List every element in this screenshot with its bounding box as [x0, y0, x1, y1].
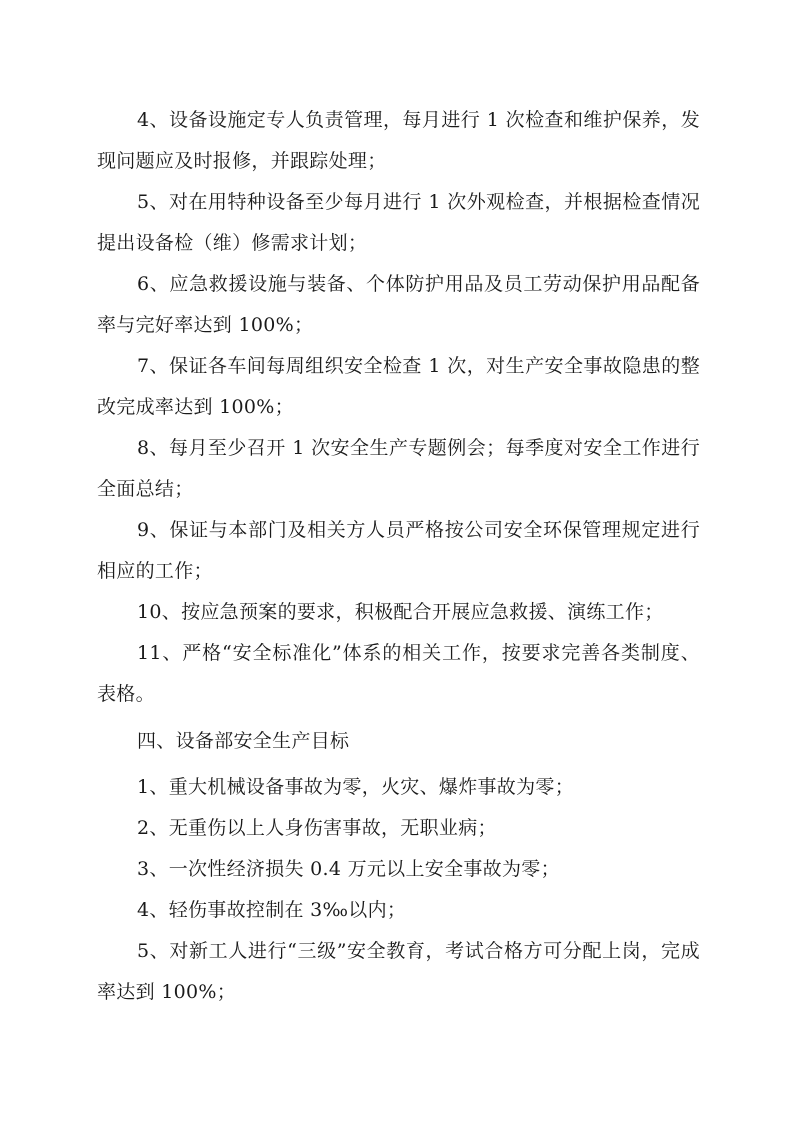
paragraph-item-10: 10、按应急预案的要求，积极配合开展应急救援、演练工作； [137, 601, 664, 623]
target-item-1: 1、重大机械设备事故为零，火灾、爆炸事故为零； [137, 776, 574, 798]
target-item-2: 2、无重伤以上人身伤害事故，无职业病； [137, 817, 497, 839]
target-item-4: 4、轻伤事故控制在 3‰以内； [137, 899, 407, 921]
paragraph-item-5: 5、对在用特种设备至少每月进行 1 次外观检查，并根据检查情况提出设备检（维）修需求计划； [97, 191, 700, 254]
target-item-5: 5、对新工人进行“三级”安全教育，考试合格方可分配上岗，完成率达到 100%； [97, 940, 700, 1003]
section-heading: 四、设备部安全生产目标 [137, 730, 350, 752]
paragraph-item-4: 4、设备设施定专人负责管理，每月进行 1 次检查和维护保养，发现问题应及时报修，并跟踪处理； [97, 109, 700, 172]
paragraph-item-7: 7、保证各车间每周组织安全检查 1 次，对生产安全事故隐患的整改完成率达到 100%； [97, 355, 700, 418]
document-body [97, 100, 700, 1013]
paragraph-item-8: 8、每月至少召开 1 次安全生产专题例会；每季度对安全工作进行全面总结； [97, 437, 700, 500]
target-item-3: 3、一次性经济损失 0.4 万元以上安全事故为零； [137, 858, 560, 880]
paragraph-item-11: 11、严格“安全标准化”体系的相关工作，按要求完善各类制度、表格。 [97, 642, 700, 705]
paragraph-item-9: 9、保证与本部门及相关方人员严格按公司安全环保管理规定进行相应的工作； [97, 519, 700, 582]
paragraph-item-6: 6、应急救援设施与装备、个体防护用品及员工劳动保护用品配备率与完好率达到 100%； [97, 273, 700, 336]
